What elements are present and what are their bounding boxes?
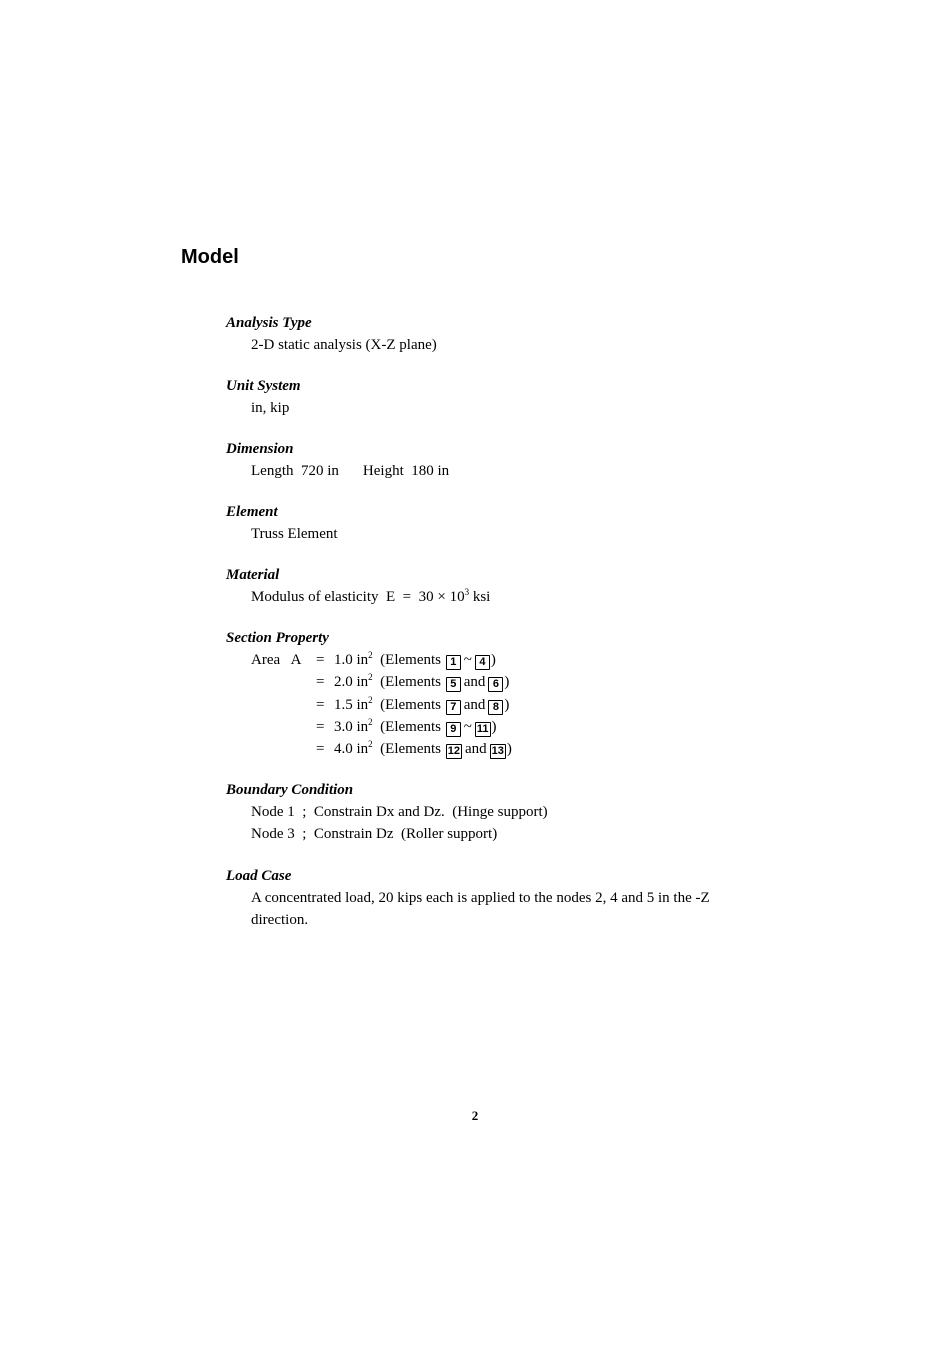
range-joiner: ~ bbox=[463, 652, 472, 668]
area-unit: in bbox=[356, 674, 369, 691]
area-label bbox=[251, 671, 316, 693]
area-row bbox=[251, 716, 746, 738]
element-number-badge: 5 bbox=[446, 677, 461, 692]
section-title: Load Case bbox=[226, 868, 292, 884]
section-title: Dimension bbox=[226, 441, 294, 457]
element-number-badge: 6 bbox=[488, 677, 503, 692]
section-title: Element bbox=[226, 504, 278, 520]
boundary-line: Node 1 ; Constrain Dx and Dz. (Hinge support) bbox=[251, 804, 548, 820]
element-number-badge: 1 bbox=[446, 655, 461, 670]
analysis-type-text: 2-D static analysis (X-Z plane) bbox=[251, 337, 437, 353]
equals-sign: = bbox=[316, 741, 325, 758]
elements-word: (Elements bbox=[380, 652, 441, 668]
boundary-condition-section bbox=[226, 779, 746, 845]
elements-word: (Elements bbox=[380, 718, 441, 735]
area-exponent: 2 bbox=[368, 694, 373, 705]
section-title: Material bbox=[226, 567, 280, 583]
equals-sign: = bbox=[316, 696, 325, 713]
area-unit: in bbox=[356, 741, 369, 758]
area-label bbox=[251, 694, 316, 716]
page-title: Model bbox=[181, 246, 239, 268]
section-title: Analysis Type bbox=[226, 315, 312, 331]
elements-word: (Elements bbox=[380, 674, 441, 691]
area-value: 3.0 bbox=[334, 718, 353, 735]
dimension-line bbox=[251, 460, 746, 482]
area-value: 1.5 bbox=[334, 696, 353, 713]
elements-word: (Elements bbox=[380, 696, 441, 713]
equals-sign: = bbox=[316, 674, 325, 691]
element-number-badge: 7 bbox=[446, 700, 461, 715]
element-number-badge: 8 bbox=[488, 700, 503, 715]
area-value-group bbox=[334, 671, 509, 693]
area-row bbox=[251, 694, 746, 716]
area-table bbox=[226, 649, 746, 760]
equals-sign: = bbox=[316, 718, 325, 735]
material-prefix: Modulus of elasticity E = 30 × 10 bbox=[251, 589, 465, 605]
area-unit: in bbox=[356, 718, 369, 735]
page-number: 2 bbox=[471, 1108, 479, 1123]
area-unit: in bbox=[356, 696, 369, 713]
area-value-group bbox=[334, 738, 512, 760]
material-section bbox=[226, 564, 746, 608]
area-value-group bbox=[334, 649, 496, 671]
elements-word: (Elements bbox=[380, 741, 441, 758]
load-case-text: A concentrated load, 20 kips each is applied to the nodes 2, 4 and 5 in the -Z direction. bbox=[251, 890, 710, 928]
area-unit: in bbox=[356, 652, 369, 668]
area-value: 4.0 bbox=[334, 741, 353, 758]
equals-sign: = bbox=[316, 652, 325, 668]
material-suffix: ksi bbox=[469, 589, 491, 605]
area-label bbox=[251, 716, 316, 738]
section-title: Unit System bbox=[226, 378, 301, 394]
material-exponent: 3 bbox=[464, 587, 470, 597]
range-joiner: and bbox=[465, 741, 487, 758]
area-exponent: 2 bbox=[368, 739, 373, 750]
area-label bbox=[251, 738, 316, 760]
area-exponent: 2 bbox=[368, 650, 373, 660]
area-row bbox=[251, 671, 746, 693]
area-row bbox=[251, 649, 746, 671]
length-value: Length 720 in bbox=[251, 463, 339, 479]
close-paren: ) bbox=[491, 718, 497, 735]
element-text: Truss Element bbox=[251, 526, 338, 542]
analysis-type-section bbox=[226, 312, 746, 356]
area-value: 2.0 bbox=[334, 674, 353, 691]
load-case-section bbox=[226, 865, 746, 931]
element-number-badge: 9 bbox=[446, 722, 461, 737]
close-paren: ) bbox=[504, 696, 510, 713]
section-title: Boundary Condition bbox=[226, 782, 354, 798]
boundary-line: Node 3 ; Constrain Dz (Roller support) bbox=[251, 826, 498, 842]
area-exponent: 2 bbox=[368, 716, 373, 727]
area-value: 1.0 bbox=[334, 652, 353, 668]
section-title: Section Property bbox=[226, 630, 329, 646]
area-label: Area A bbox=[251, 652, 302, 668]
range-joiner: ~ bbox=[463, 718, 472, 735]
close-paren: ) bbox=[490, 652, 496, 668]
area-value-group bbox=[334, 694, 509, 716]
dimension-section bbox=[226, 438, 746, 482]
material-line bbox=[251, 586, 746, 608]
section-property-section bbox=[226, 627, 746, 760]
height-value: Height 180 in bbox=[362, 463, 450, 479]
element-number-badge: 12 bbox=[447, 745, 460, 758]
range-joiner: and bbox=[463, 696, 486, 713]
element-number-badge: 13 bbox=[491, 745, 504, 758]
area-exponent: 2 bbox=[368, 672, 373, 683]
unit-system-section bbox=[226, 375, 746, 419]
range-joiner: and bbox=[463, 674, 486, 691]
element-number-badge: 11 bbox=[476, 722, 489, 735]
area-value-group bbox=[334, 716, 497, 738]
close-paren: ) bbox=[506, 741, 512, 758]
element-number-badge: 4 bbox=[475, 655, 490, 670]
unit-system-text: in, kip bbox=[251, 400, 290, 416]
close-paren: ) bbox=[504, 674, 510, 691]
element-section bbox=[226, 501, 746, 545]
area-row bbox=[251, 738, 746, 760]
